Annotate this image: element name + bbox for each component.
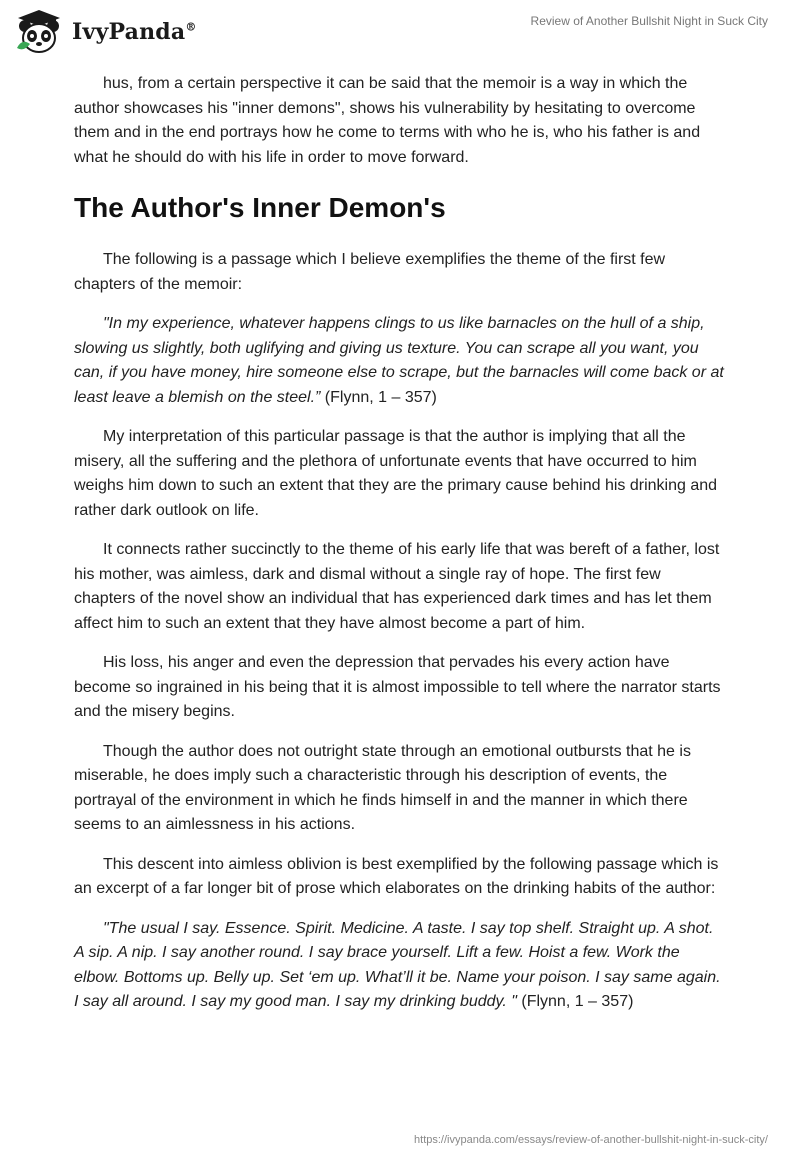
- brand-name: IvyPanda®: [72, 19, 197, 45]
- block-quote: [74, 917, 726, 1015]
- document-title: Review of Another Bullshit Night in Suck City: [530, 14, 768, 28]
- quote-citation: (Flynn, 1 – 357): [516, 993, 634, 1010]
- paragraph: hus, from a certain perspective it can be said that the memoir is a way in which the author showcases his "inner demons", shows his vulnerability by hesitating to overcome them and in the end portrays how he come to terms with who he is, who his father is and what he should do with his life in order to move forward.: [74, 75, 701, 166]
- paragraph: My interpretation of this particular passage is that the author is implying that all the misery, all the suffering and the plethora of unfortunate events that have occurred to him weighs him down to such an extent that they are the primary cause behind his drinking and rather dark outlook on life.: [74, 428, 718, 519]
- paragraph: The following is a passage which I believe exemplifies the theme of the first few chapters of the memoir:: [74, 251, 666, 293]
- ivypanda-logo[interactable]: [14, 8, 197, 56]
- paragraph: This descent into aimless oblivion is best exemplified by the following passage which is an excerpt of a far longer bit of prose which elaborates on the drinking habits of the author:: [74, 855, 719, 897]
- paragraph: His loss, his anger and even the depression that pervades his every action have become so ingrained in his being that it is almost impossible to tell where the narrator starts and the misery begins.: [74, 654, 721, 720]
- section-heading: The Author's Inner Demon's: [74, 192, 446, 223]
- paragraph: It connects rather succinctly to the theme of his early life that was bereft of a father, lost his mother, was aimless, dark and dismal without a single ray of hope. The first few chapters of the novel show an individual that has experienced dark times and has let them affect him to such an extent that they have almost become a part of him.: [74, 541, 720, 632]
- block-quote: [74, 312, 726, 410]
- paragraph: Though the author does not outright state through an emotional outbursts that he is miserable, he does imply such a characteristic through his description of events, the portrayal of the environment in which he finds himself in and the manner in which there seems to an aimlessness in his actions.: [74, 742, 691, 833]
- quote-text: "In my experience, whatever happens clings to us like barnacles on the hull of a ship, slowing us slightly, both uglifying and giving us texture. You can scrape all you want, you can, if you have money, hire someone else to scrape, but the barnacles will come back or at least leave a blemish on the steel.”: [74, 315, 724, 406]
- quote-text: "The usual I say. Essence. Spirit. Medicine. A taste. I say top shelf. Straight up. A shot. A sip. A nip. I say another round. I say brace yourself. Lift a few. Hoist a few. Work the elbow. Bottoms up. Belly up. Set ‘em up. What’ll it be. Name your poison. I say same again. I say all around. I say my good man. I say my drinking buddy. ": [74, 919, 721, 1010]
- article-body: [74, 72, 726, 1030]
- source-url-link[interactable]: https://ivypanda.com/essays/review-of-another-bullshit-night-in-suck-city/: [414, 1134, 768, 1146]
- panda-logo-icon: [14, 8, 64, 56]
- quote-citation: (Flynn, 1 – 357): [320, 388, 437, 406]
- page-header: [0, 0, 800, 70]
